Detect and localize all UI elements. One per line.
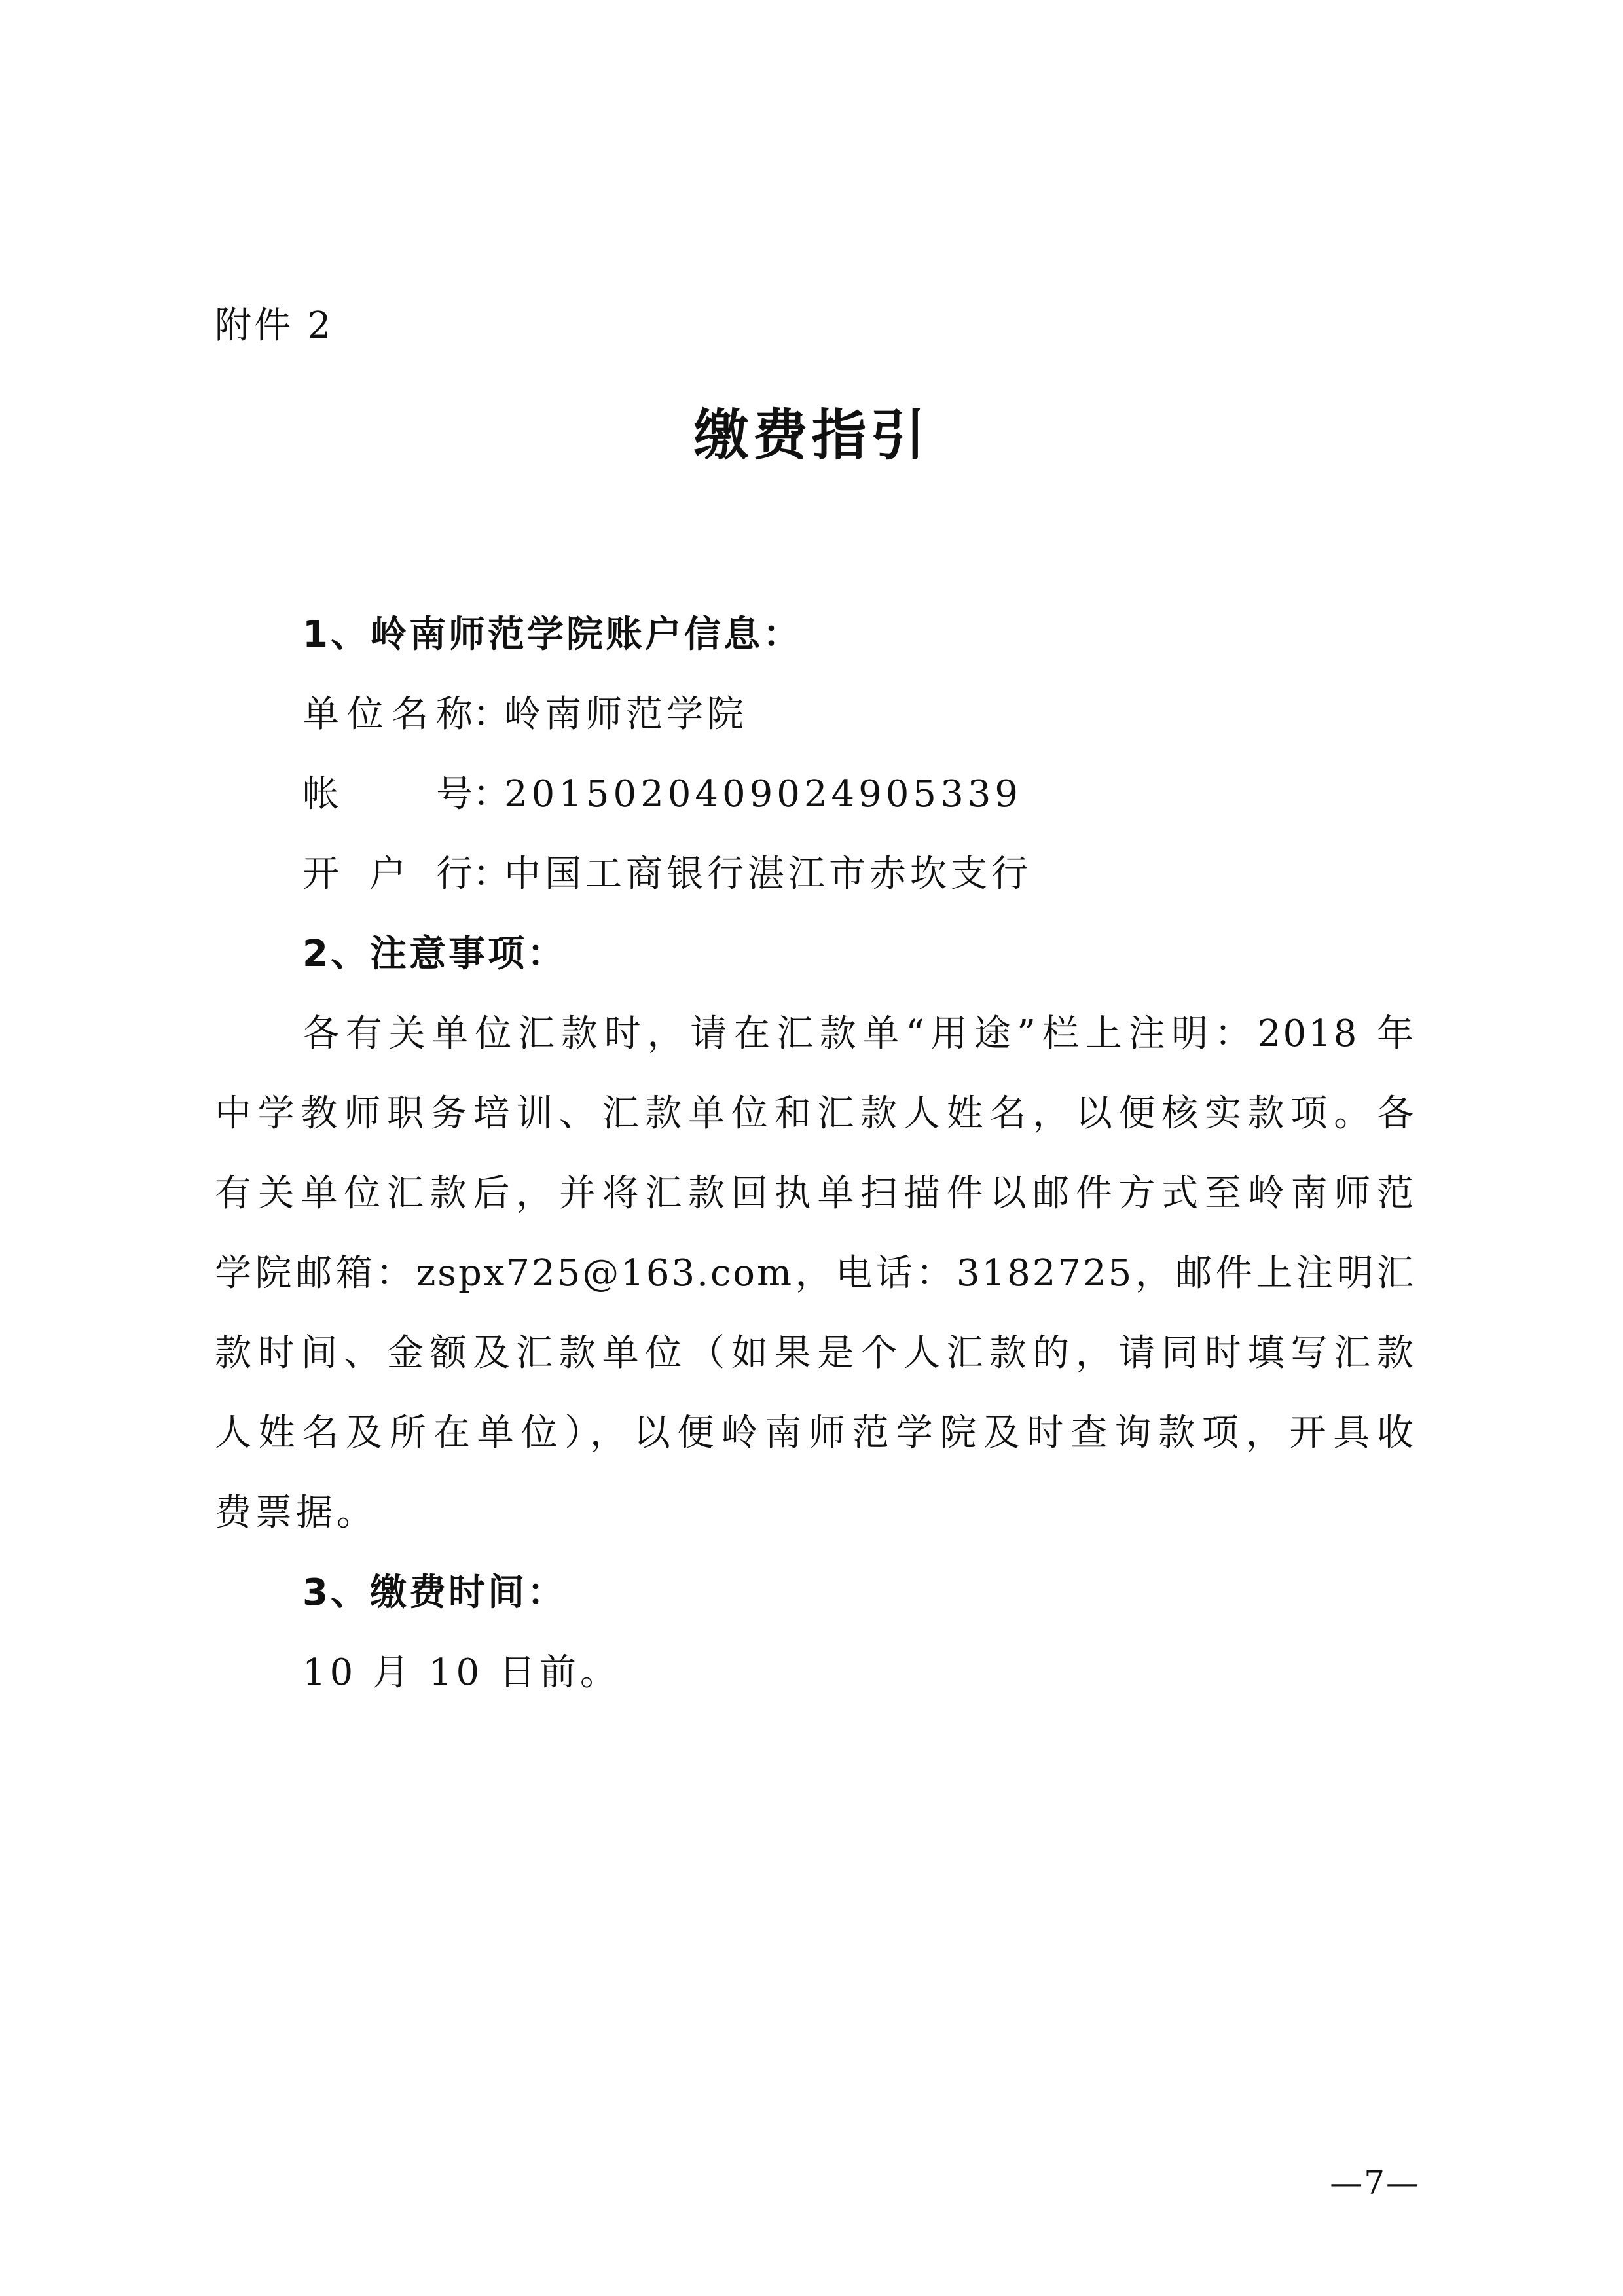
deadline-text: 10 月 10 日前。 — [302, 1651, 621, 1694]
bank-label: 开户行 — [302, 853, 473, 895]
account-label: 帐号 — [302, 773, 473, 816]
notice-line: 费票据。 — [215, 1492, 377, 1534]
notice-line: 学院邮箱：zspx725@163.com，电话：3182725，邮件上注明汇 — [215, 1252, 1415, 1295]
notice-line: 款时间、金额及汇款单位（如果是个人汇款的，请同时填写汇款 — [215, 1332, 1415, 1374]
section1-heading: 1、岭南师范学院账户信息： — [302, 613, 802, 656]
colon: ： — [473, 693, 513, 736]
section3-heading: 3、缴费时间： — [302, 1571, 566, 1614]
page-number: —7— — [1330, 2164, 1420, 2202]
account-row — [302, 768, 1022, 821]
notice-line: 中学教师职务培训、汇款单位和汇款人姓名，以便核实款项。各 — [215, 1092, 1415, 1135]
notice-line: 有关单位汇款后，并将汇款回执单扫描件以邮件方式至岭南师范 — [215, 1172, 1415, 1215]
unit-name-value: 岭南师范学院 — [504, 693, 748, 736]
unit-name-label: 单位名称 — [302, 693, 473, 736]
bank-value: 中国工商银行湛江市赤坎支行 — [504, 853, 1032, 895]
colon: ： — [473, 773, 513, 816]
notice-line: 人姓名及所在单位），以便岭南师范学院及时查询款项，开具收 — [215, 1412, 1415, 1454]
account-value: 2015020409024905339 — [504, 773, 1022, 816]
bank-row — [302, 848, 1032, 901]
page-title: 缴费指引 — [693, 403, 930, 467]
notice-line: 各有关单位汇款时，请在汇款单“用途”栏上注明：2018 年 — [302, 1013, 1415, 1055]
attachment-label: 附件 2 — [215, 304, 334, 347]
section2-heading: 2、注意事项： — [302, 933, 566, 975]
colon: ： — [473, 853, 513, 895]
unit-name-row — [302, 689, 748, 741]
